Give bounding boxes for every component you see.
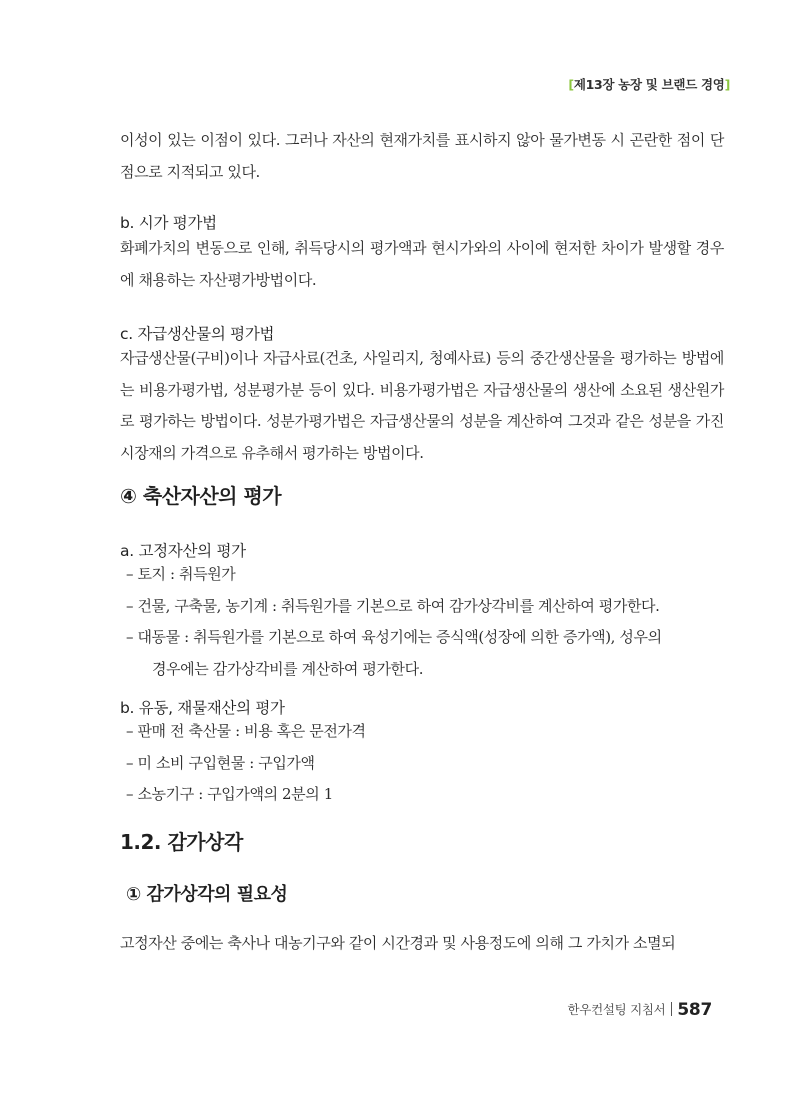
footer-divider — [671, 1002, 672, 1016]
depreciation-heading: 1.2. 감가상각 — [120, 830, 243, 854]
header-bracket-open: [ — [568, 77, 574, 92]
fixed-assets-list — [126, 559, 662, 685]
depreciation-need-heading: ① 감가상각의 필요성 — [126, 884, 288, 905]
page-footer — [540, 1000, 712, 1020]
current-assets-heading: b. 유동, 재물재산의 평가 — [120, 699, 285, 717]
fixed-assets-heading: a. 고정자산의 평가 — [120, 542, 246, 560]
header-bracket-close: ] — [724, 77, 730, 92]
list-item: – 판매 전 축산물 : 비용 혹은 문전가격 — [126, 722, 366, 740]
self-supply-paragraph: 자급생산물(구비)이나 자급사료(건초, 사일리지, 청예사료) 등의 중간생산물을 평가하는 방법에는 비용가평가법, 성분평가분 등이 있다. 비용가평가법은 자급생산물의 생산에 소요된 생산원가로 평가하는 방법이다. 성분가평가법은 자급생산물의 성분을 계산하여 그것과 같은 성분을 가진 시장재의 가격으로 유추해서 평가하는 방법이다. — [120, 349, 724, 462]
intro-paragraph: 이성이 있는 이점이 있다. 그러나 자산의 현재가치를 표시하지 않아 물가변동 시 곤란한 점이 단점으로 지적되고 있다. — [120, 131, 724, 181]
page-number: 587 — [677, 1000, 712, 1020]
list-item: – 미 소비 구입현물 : 구입가액 — [126, 753, 315, 772]
chapter-title: 제13장 농장 및 브랜드 경영 — [573, 77, 725, 92]
self-supply-heading: c. 자급생산물의 평가법 — [120, 325, 275, 343]
running-header — [560, 75, 730, 93]
market-method-heading: b. 시가 평가법 — [120, 214, 217, 232]
list-item: – 토지 : 취득원가 — [126, 565, 236, 583]
book-title: 한우컨설팅 지침서 — [567, 1002, 666, 1017]
list-item-continuation: 경우에는 감가상각비를 계산하여 평가한다. — [152, 659, 424, 678]
depreciation-paragraph: 고정자산 중에는 축사나 대농기구와 같이 시간경과 및 사용정도에 의해 그 가치가 소멸되 — [120, 934, 676, 952]
market-method-paragraph: 화폐가치의 변동으로 인해, 취득당시의 평가액과 현시가와의 사이에 현저한 차이가 발생할 경우에 채용하는 자산평가방법이다. — [120, 239, 724, 289]
livestock-assets-heading: ④ 축산자산의 평가 — [120, 484, 282, 508]
list-item: – 건물, 구축물, 농기계 : 취득원가를 기본으로 하여 감가상각비를 계산하여 평가한다. — [126, 596, 660, 615]
list-item: – 대동물 : 취득원가를 기본으로 하여 육성기에는 증식액(성장에 의한 증가액), 성우의 — [126, 628, 662, 646]
list-item: – 소농기구 : 구입가액의 2분의 1 — [126, 785, 333, 803]
current-assets-list — [126, 716, 366, 811]
